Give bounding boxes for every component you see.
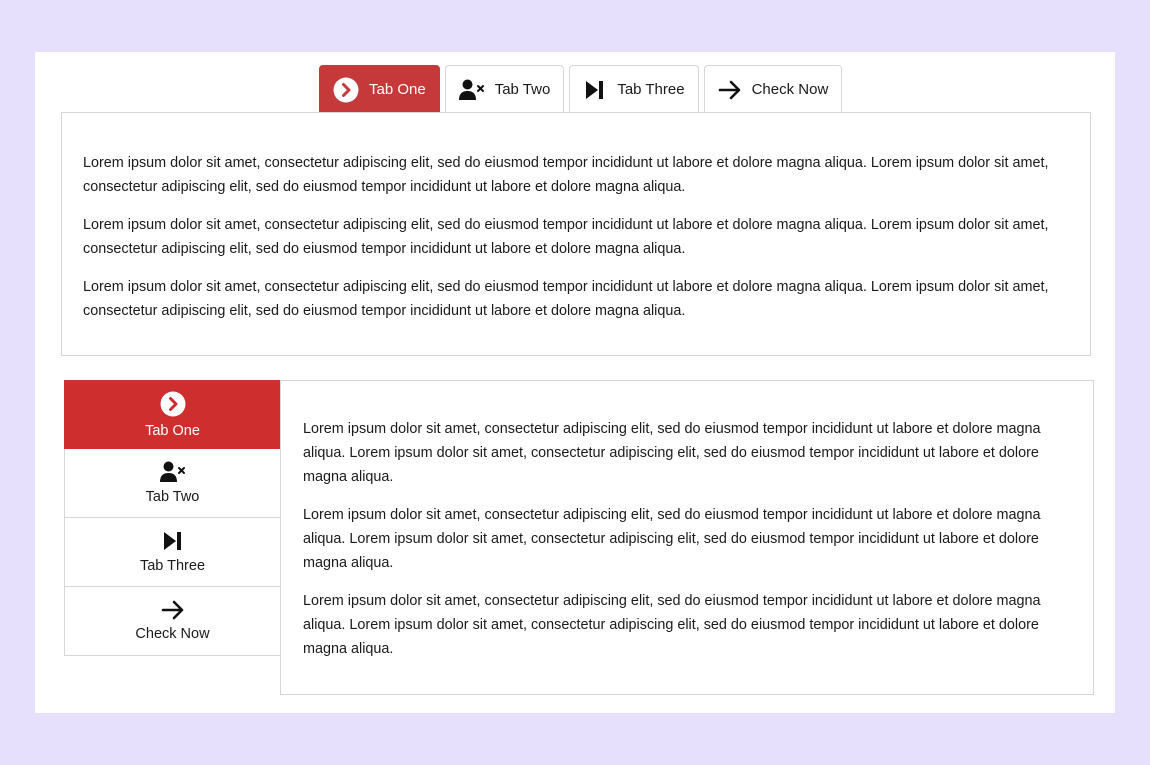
htab-check-now[interactable] bbox=[704, 65, 843, 113]
vertical-tab-bar bbox=[64, 380, 281, 656]
htab-tab-two[interactable] bbox=[445, 65, 565, 113]
user-remove-icon bbox=[459, 79, 485, 101]
vtab-tab-three[interactable] bbox=[64, 518, 281, 587]
chevron-right-circle-icon bbox=[160, 391, 186, 417]
htab-label: Tab Three bbox=[617, 81, 685, 98]
vtab-tab-two[interactable] bbox=[64, 449, 281, 518]
chevron-right-circle-icon bbox=[333, 77, 359, 103]
user-remove-icon bbox=[160, 461, 186, 483]
skip-forward-icon bbox=[161, 530, 185, 552]
htab-label: Tab Two bbox=[494, 81, 551, 98]
vtab-tab-one[interactable] bbox=[64, 380, 281, 449]
htab-tab-one[interactable] bbox=[319, 65, 440, 113]
panel-paragraph: Lorem ipsum dolor sit amet, consectetur adipiscing elit, sed do eiusmod tempor incididunt ut labore et dolore magna aliqua. Lorem ipsum dolor sit amet, consectetur adipiscing elit, sed do eiusmod tempor incididunt ut labore et dolore magna aliqua. bbox=[83, 155, 1049, 195]
vtab-label: Tab One bbox=[145, 422, 200, 439]
htab-tab-three[interactable] bbox=[569, 65, 698, 113]
arrow-right-icon bbox=[161, 600, 185, 620]
horizontal-tab-panel bbox=[61, 112, 1091, 356]
vtab-label: Tab Two bbox=[145, 489, 200, 505]
htab-label: Check Now bbox=[751, 81, 829, 98]
panel-paragraph: Lorem ipsum dolor sit amet, consectetur adipiscing elit, sed do eiusmod tempor incididunt ut labore et dolore magna aliqua. Lorem ipsum dolor sit amet, consectetur adipiscing elit, sed do eiusmod tempor incididunt ut labore et dolore magna aliqua. bbox=[303, 593, 1041, 657]
vtab-label: Tab Three bbox=[139, 558, 206, 574]
vtab-check-now[interactable] bbox=[64, 587, 281, 656]
panel-paragraph: Lorem ipsum dolor sit amet, consectetur adipiscing elit, sed do eiusmod tempor incididunt ut labore et dolore magna aliqua. Lorem ipsum dolor sit amet, consectetur adipiscing elit, sed do eiusmod tempor incididunt ut labore et dolore magna aliqua. bbox=[303, 507, 1041, 571]
vtab-label: Check Now bbox=[135, 626, 210, 642]
panel-paragraph: Lorem ipsum dolor sit amet, consectetur adipiscing elit, sed do eiusmod tempor incididunt ut labore et dolore magna aliqua. Lorem ipsum dolor sit amet, consectetur adipiscing elit, sed do eiusmod tempor incididunt ut labore et dolore magna aliqua. bbox=[83, 279, 1049, 319]
arrow-right-icon bbox=[718, 80, 742, 100]
tabs-demo-card bbox=[35, 52, 1115, 713]
horizontal-tab-bar bbox=[319, 65, 842, 113]
htab-label: Tab One bbox=[369, 81, 426, 98]
vertical-tab-panel bbox=[280, 380, 1094, 695]
panel-paragraph: Lorem ipsum dolor sit amet, consectetur adipiscing elit, sed do eiusmod tempor incididunt ut labore et dolore magna aliqua. Lorem ipsum dolor sit amet, consectetur adipiscing elit, sed do eiusmod tempor incididunt ut labore et dolore magna aliqua. bbox=[303, 421, 1041, 485]
skip-forward-icon bbox=[583, 79, 607, 101]
panel-paragraph: Lorem ipsum dolor sit amet, consectetur adipiscing elit, sed do eiusmod tempor incididunt ut labore et dolore magna aliqua. Lorem ipsum dolor sit amet, consectetur adipiscing elit, sed do eiusmod tempor incididunt ut labore et dolore magna aliqua. bbox=[83, 217, 1049, 257]
